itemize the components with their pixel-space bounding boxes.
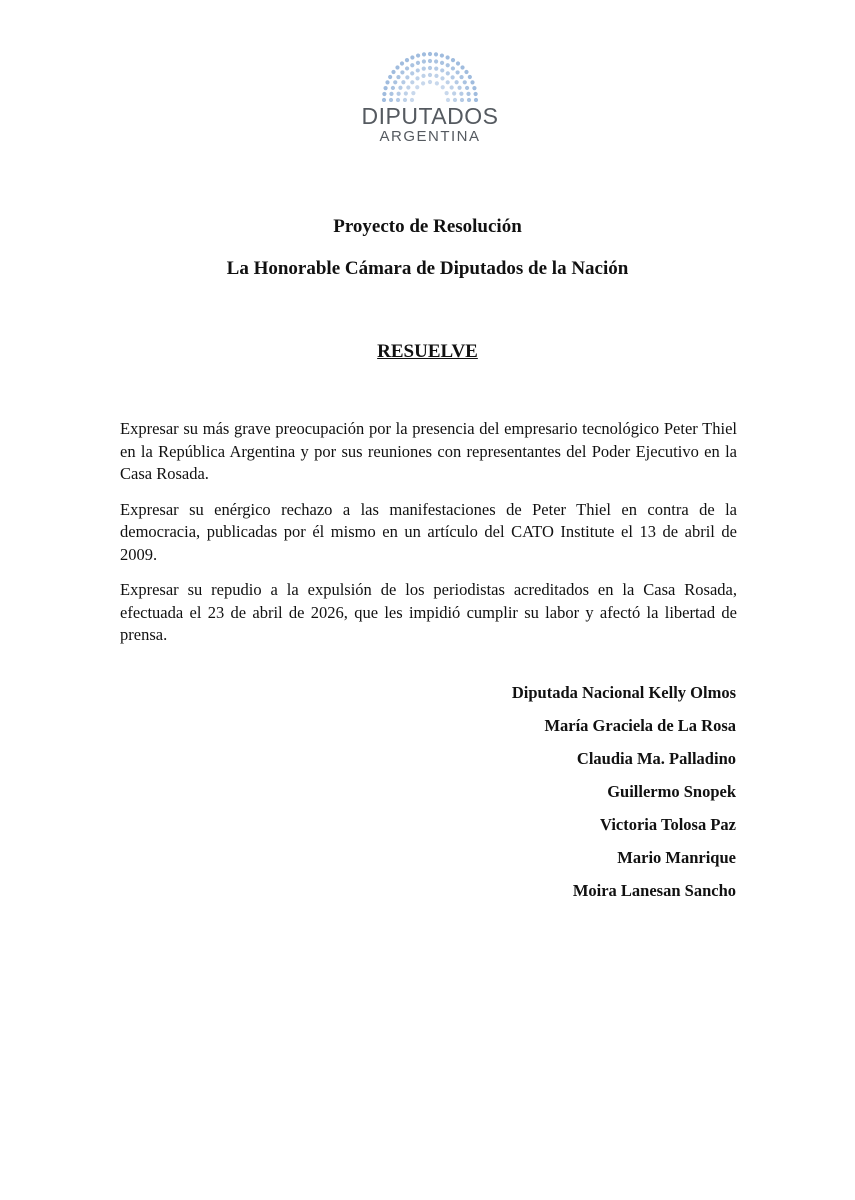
diputados-logo	[360, 50, 500, 150]
hemicycle-dot	[396, 75, 400, 79]
hemicycle-dot	[445, 91, 449, 95]
hemicycle-dot	[415, 85, 419, 89]
hemicycle-dot	[406, 85, 410, 89]
hemicycle-dot	[421, 74, 425, 78]
signer-name: Diputada Nacional Kelly Olmos	[511, 683, 736, 702]
hemicycle-dot	[395, 65, 399, 69]
hemicycle-dot	[410, 55, 414, 59]
hemicycle-dot	[467, 98, 471, 102]
hemicycle-dot	[416, 68, 420, 72]
hemicycle-dot	[411, 91, 415, 95]
hemicycle-dot	[398, 86, 402, 90]
hemicycle-dot	[416, 53, 420, 57]
hemicycle-dot	[456, 61, 460, 65]
hemicycle-dot	[415, 76, 419, 80]
hemicycle-dot	[410, 63, 414, 67]
signer-name: Victoria Tolosa Paz	[600, 815, 736, 834]
hemicycle-dot	[401, 80, 405, 84]
hemicycle-dot	[382, 92, 386, 96]
hemicycle-dot	[451, 66, 455, 70]
hemicycle-dot	[435, 81, 439, 85]
hemicycle-dot	[400, 70, 404, 74]
hemicycle-dot	[451, 58, 455, 62]
logo-subtitle: ARGENTINA	[379, 128, 481, 145]
hemicycle-dot	[446, 98, 450, 102]
hemicycle-dot	[470, 80, 474, 84]
hemicycle-dot	[457, 86, 461, 90]
hemicycle-dot	[450, 85, 454, 89]
hemicycle-dot	[428, 73, 432, 77]
hemicycle-dot	[434, 59, 438, 63]
signer-name: Guillermo Snopek	[607, 782, 736, 801]
hemicycle-dot	[446, 55, 450, 59]
resolution-paragraph: Expresar su más grave preocupación por la presencia del empresario tecnológico Peter Thiel en la República Argentina y por sus reuniones con representantes del Poder Ejecutivo en la Casa Rosada.	[120, 419, 737, 483]
signer-name: Mario Manrique	[617, 848, 736, 867]
hemicycle-dot	[400, 61, 404, 65]
hemicycle-dot	[452, 91, 456, 95]
hemicycle-dot	[388, 75, 392, 79]
hemicycle-dot	[403, 98, 407, 102]
hemicycle-dot	[434, 52, 438, 56]
hemicycle-dot	[455, 80, 459, 84]
hemicycle-dot	[474, 98, 478, 102]
hemicycle-dot	[405, 75, 409, 79]
hemicycle-dot	[440, 61, 444, 65]
hemicycle-dot	[464, 70, 468, 74]
hemicycle-dot	[459, 92, 463, 96]
signers-list	[512, 682, 736, 913]
hemicycle-dot	[389, 92, 393, 96]
hemicycle-dot	[421, 81, 425, 85]
hemicycle-dot	[428, 59, 432, 63]
hemicycle-dot	[428, 66, 432, 70]
hemicycle-dot	[422, 67, 426, 71]
hemicycle-dot	[405, 58, 409, 62]
hemicycle-dot	[474, 92, 478, 96]
hemicycle-dot	[428, 80, 432, 84]
hemicycle-dot	[440, 68, 444, 72]
hemicycle-dot	[397, 92, 401, 96]
hemicycle-dot	[389, 98, 393, 102]
hemicycle-dot	[434, 74, 438, 78]
hemicycle-dot	[410, 80, 414, 84]
hemicycle-dot	[385, 80, 389, 84]
hemicycle-dot	[396, 98, 400, 102]
hemicycle-dot	[460, 65, 464, 69]
hemicycle-dot	[422, 59, 426, 63]
hemicycle-dot	[441, 85, 445, 89]
hemicycle-dot	[391, 70, 395, 74]
hemicycle-dot	[463, 80, 467, 84]
hemicycle-dot	[404, 91, 408, 95]
hemicycle-dot	[468, 75, 472, 79]
document-title: Proyecto de Resolución	[333, 216, 522, 237]
hemicycle-dot	[460, 98, 464, 102]
hemicycle-dot	[393, 80, 397, 84]
hemicycle-dot	[416, 61, 420, 65]
hemicycle-dot	[440, 53, 444, 57]
hemicycle-dot	[422, 52, 426, 56]
resolution-body	[120, 418, 737, 660]
hemicycle-dot	[472, 86, 476, 90]
hemicycle-dot	[405, 66, 409, 70]
hemicycle-dot	[455, 70, 459, 74]
signer-name: Moira Lanesan Sancho	[572, 881, 736, 900]
resolution-paragraph: Expresar su enérgico rechazo a las manifestaciones de Peter Thiel en contra de la democracia, publicadas por él mismo en un artículo del CATO Institute el 13 de abril de 2009.	[120, 499, 737, 564]
hemicycle-icon	[370, 50, 490, 102]
hemicycle-dot	[383, 86, 387, 90]
hemicycle-dot	[391, 86, 395, 90]
hemicycle-dot	[459, 75, 463, 79]
hemicycle-dot	[382, 98, 386, 102]
hemicycle-dot	[446, 63, 450, 67]
hemicycle-dot	[434, 67, 438, 71]
hemicycle-dot	[410, 98, 414, 102]
hemicycle-dot	[453, 98, 457, 102]
hemicycle-dot	[446, 71, 450, 75]
signer-name: Claudia Ma. Palladino	[576, 749, 736, 768]
hemicycle-dot	[410, 71, 414, 75]
hemicycle-dot	[440, 76, 444, 80]
logo-title: DIPUTADOS	[361, 103, 499, 129]
hemicycle-dot	[466, 92, 470, 96]
resolve-heading: RESUELVE	[377, 341, 478, 362]
hemicycle-dot	[446, 80, 450, 84]
hemicycle-dot	[451, 75, 455, 79]
hemicycle-dot	[428, 52, 432, 56]
hemicycle-dot	[465, 86, 469, 90]
resolution-paragraph: Expresar su repudio a la expulsión de los periodistas acreditados en la Casa Rosada, efectuada el 23 de abril de 2026, que les impidió cumplir su labor y afectó la libertad de prensa.	[120, 580, 737, 644]
signer-name: María Graciela de La Rosa	[544, 716, 736, 735]
document-subtitle: La Honorable Cámara de Diputados de la Nación	[226, 258, 629, 279]
